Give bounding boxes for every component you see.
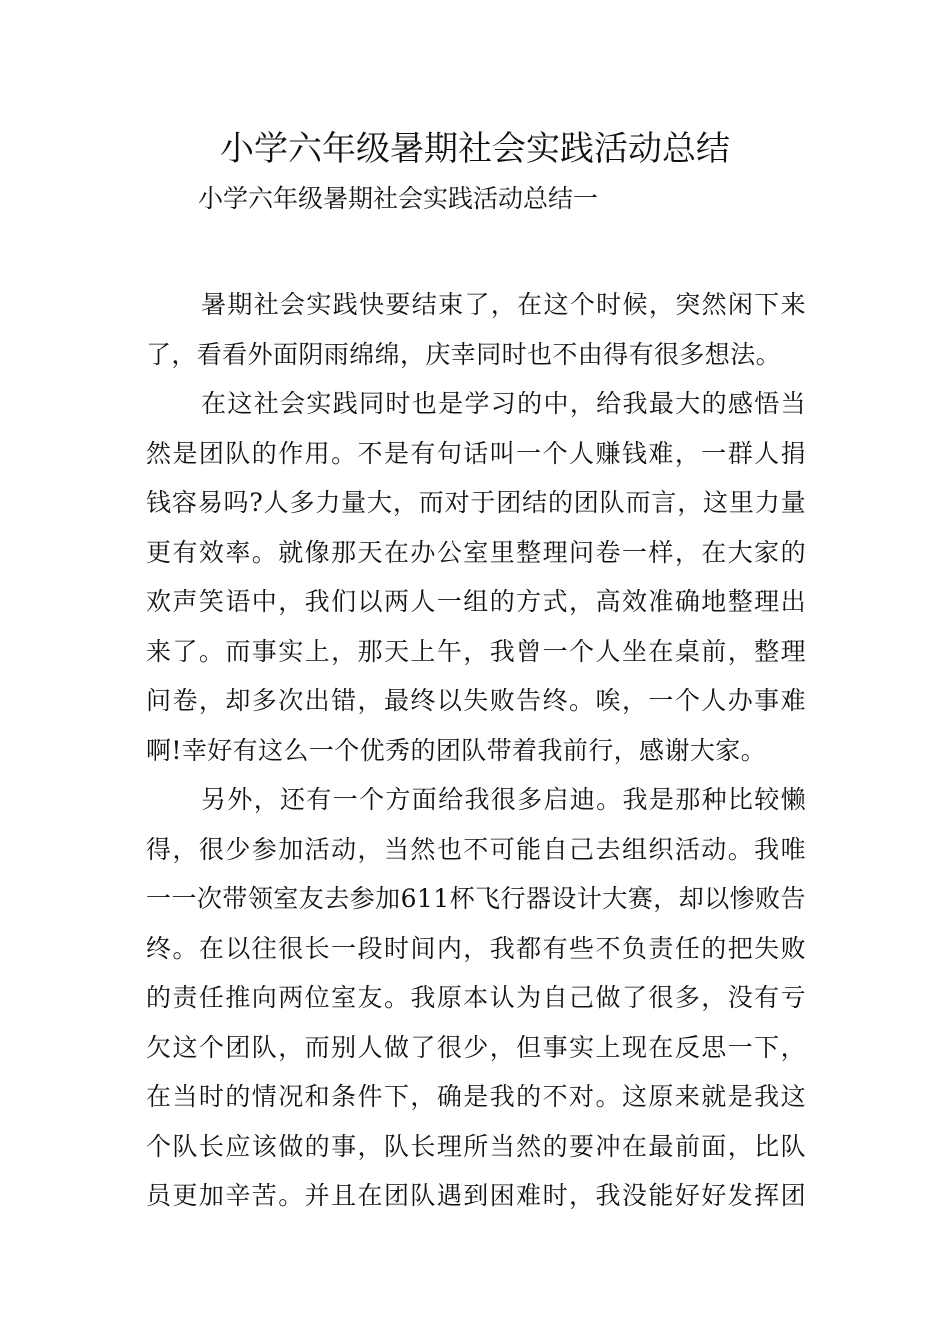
paragraph-line: 来了。而事实上，那天上午，我曾一个人坐在桌前，整理 (146, 636, 806, 666)
paragraph-line: 一一次带领室友去参加611杯飞行器设计大赛，却以惨败告 (146, 884, 806, 913)
paragraph-line: 在当时的情况和条件下，确是我的不对。这原来就是我这 (146, 1082, 806, 1111)
paragraph-line: 然是团队的作用。不是有句话叫一个人赚钱难，一群人捐 (146, 438, 806, 468)
paragraph-line: 更有效率。就像那天在办公室里整理问卷一样，在大家的 (146, 537, 806, 567)
paragraph-line: 欠这个团队，而别人做了很少，但事实上现在反思一下， (146, 1032, 806, 1062)
paragraph-2 (146, 379, 806, 775)
paragraph-line: 另外，还有一个方面给我很多启迪。我是那种比较懒 (201, 785, 806, 814)
paragraph-1 (146, 280, 806, 379)
paragraph-line: 在这社会实践同时也是学习的中，给我最大的感悟当 (201, 389, 806, 418)
paragraph-line: 钱容易吗?人多力量大，而对于团结的团队而言，这里力量 (146, 488, 806, 517)
document-subtitle: 小学六年级暑期社会实践活动总结一 (198, 184, 599, 213)
paragraph-line: 得，很少参加活动，当然也不可能自己去组织活动。我唯 (146, 834, 806, 864)
paragraph-line: 员更加辛苦。并且在团队遇到困难时，我没能好好发挥团 (146, 1181, 806, 1210)
paragraph-line: 了，看看外面阴雨绵绵，庆幸同时也不由得有很多想法。 (146, 339, 782, 369)
paragraph-line: 问卷，却多次出错，最终以失败告终。唉，一个人办事难 (146, 686, 806, 715)
paragraph-line: 欢声笑语中，我们以两人一组的方式，高效准确地整理出 (146, 587, 806, 616)
document-body (146, 280, 806, 1221)
paragraph-line: 个队长应该做的事，队长理所当然的要冲在最前面，比队 (146, 1131, 806, 1161)
paragraph-line: 的责任推向两位室友。我原本认为自己做了很多，没有亏 (146, 983, 806, 1012)
paragraph-line: 终。在以往很长一段时间内，我都有些不负责任的把失败 (146, 933, 806, 963)
paragraph-line: 啊!幸好有这么一个优秀的团队带着我前行，感谢大家。 (146, 735, 767, 765)
paragraph-line: 暑期社会实践快要结束了，在这个时候，突然闲下来 (201, 290, 806, 319)
document-title: 小学六年级暑期社会实践活动总结 (220, 129, 730, 169)
paragraph-3 (146, 775, 806, 1221)
